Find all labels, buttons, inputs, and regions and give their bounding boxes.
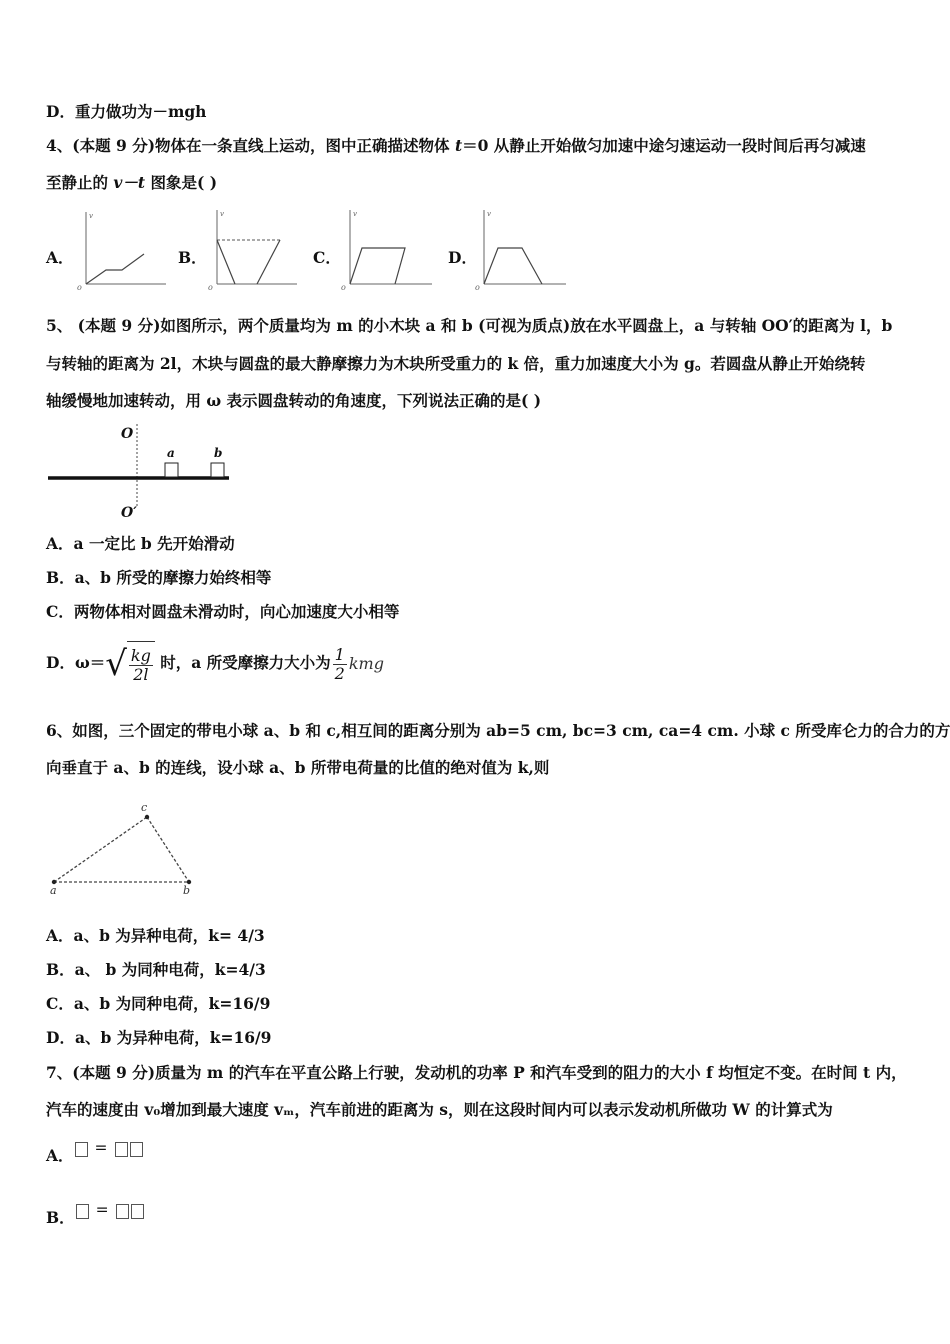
q5-stem-line2: 与转轴的距离为 2l，木块与圆盘的最大静摩擦力为木块所受重力的 k 倍，重力加速度大小为 g。若圆盘从静止开始绕转 [46,354,866,373]
vt-curve [350,248,405,284]
axis-o-label: o [77,283,82,292]
q5-option-b: B．a、b 所受的摩擦力始终相等 [46,568,272,587]
q6-option-a: A．a、b 为异种电荷，k= 4/3 [46,926,265,945]
label-O-prime: O′ [121,505,137,521]
label-a: a [50,884,57,897]
q4-graph-a [74,208,169,293]
q4-stem-line1 [46,135,866,157]
q4-stem-line2 [46,172,217,194]
label-O: O [121,426,134,442]
q7-stem-line1: 7、(本题 9 分)质量为 m 的汽车在平直公路上行驶，发动机的功率 P 和汽车受到的阻力的大小 f 均恒定不变。在时间 t 内， [46,1063,907,1082]
q4-text: 图象是( ) [145,173,218,192]
label-b: b [214,446,223,460]
q5-disc-figure [46,420,246,525]
q4-option-c-label: C． [313,248,341,267]
q6-option-c: C．a、b 为同种电荷，k=16/9 [46,994,271,1013]
q4-graph-d [474,206,569,291]
q4-text: 4、(本题 9 分)物体在一条直线上运动，图中正确描述物体 [46,136,455,155]
q4-text: ＝0 从静止开始做匀加速中途匀速运动一段时间后再匀减速 [462,136,866,155]
q5-stem-line1: 5、 (本题 9 分)如图所示，两个质量均为 m 的小木块 a 和 b (可视为质点)放在水平圆盘上，a 与转轴 OO′的距离为 l，b [46,316,893,335]
q3-option-d: D．重力做功为－mgh [46,102,207,121]
q6-option-b: B．a、 b 为同种电荷，k=4/3 [46,960,266,979]
missing-glyph-icon [76,1204,89,1219]
half-numerator: 1 [334,644,345,664]
q4-graph-b [205,206,300,291]
vt-curve [484,248,542,284]
vt-curve-down [217,240,235,284]
ball-c [145,815,149,819]
block-b [211,463,224,477]
side-bc [147,817,189,882]
q7-option-a-formula [74,1138,144,1157]
equals-sign: = [94,1139,108,1157]
side-ac [54,817,147,882]
q4-graph-c [340,206,435,291]
axis-o-label: o [475,283,480,291]
q5-option-d-middle: 时，a 所受摩擦力大小为 [160,653,331,672]
vt-curve [86,254,144,284]
missing-glyph-icon [116,1204,129,1219]
q6-stem-line1: 6、如图，三个固定的带电小球 a、b 和 c,相互间的距离分别为 ab=5 cm, bc=3 cm, ca=4 cm. 小球 c 所受库仑力的合力的方 [46,721,950,740]
kmg-term: kmg [348,654,384,673]
label-b: b [183,884,191,897]
equals-sign: = [95,1201,109,1219]
missing-glyph-icon [75,1142,88,1157]
sqrt-expression: √ $\frac{kg}{2l}$ [105,641,155,688]
missing-glyph-icon [131,1204,144,1219]
half-fraction [333,646,347,683]
sqrt-numerator: kg [130,646,151,665]
missing-glyph-icon [115,1142,128,1157]
q7-option-b [46,1201,145,1229]
q7-option-a-label: A． [46,1146,74,1165]
axis-o-label: o [341,283,346,291]
q6-option-d: D．a、b 为异种电荷，k=16/9 [46,1028,272,1047]
q6-triangle-figure [46,798,206,898]
q4-t-symbol: t [454,136,463,155]
axis-o-label: o [208,283,213,291]
axis-v-label: v [487,210,491,218]
q6-stem-line2: 向垂直于 a、b 的连线，设小球 a、b 所带电荷量的比值的绝对值为 k,则 [46,758,550,777]
q5-stem-line3: 轴缓慢地加速转动，用 ω 表示圆盘转动的角速度，下列说法正确的是( ) [46,391,542,410]
vt-curve-up [257,240,280,284]
q7-stem-line2: 汽车的速度由 v₀增加到最大速度 vₘ，汽车前进的距离为 s，则在这段时间内可以表示发动机所做功 W 的计算式为 [46,1100,833,1119]
label-a: a [167,446,175,460]
axis-v-label: v [353,210,357,218]
q5-option-d [46,640,384,688]
q5-option-d-prefix: D．ω＝ [46,653,106,672]
q4-option-d-label: D． [448,248,477,267]
q4-text: 至静止的 [46,173,114,192]
q4-option-b-label: B． [178,248,207,267]
q5-option-c: C．两物体相对圆盘未滑动时，向心加速度大小相等 [46,602,400,621]
half-denominator: 2 [334,663,345,683]
q7-option-b-formula [75,1200,145,1219]
missing-glyph-icon [130,1142,143,1157]
q7-option-b-label: B． [46,1208,75,1227]
sqrt-denominator: 2l [133,665,149,684]
label-c: c [141,801,148,814]
q4-option-a-label: A． [46,248,74,267]
axis-v-label: v [89,212,93,220]
axis-v-label: v [220,210,224,218]
q7-option-a [46,1139,144,1167]
block-a [165,463,178,477]
q5-option-a: A．a 一定比 b 先开始滑动 [46,534,235,553]
q4-vt-symbol: v－t [113,173,146,192]
